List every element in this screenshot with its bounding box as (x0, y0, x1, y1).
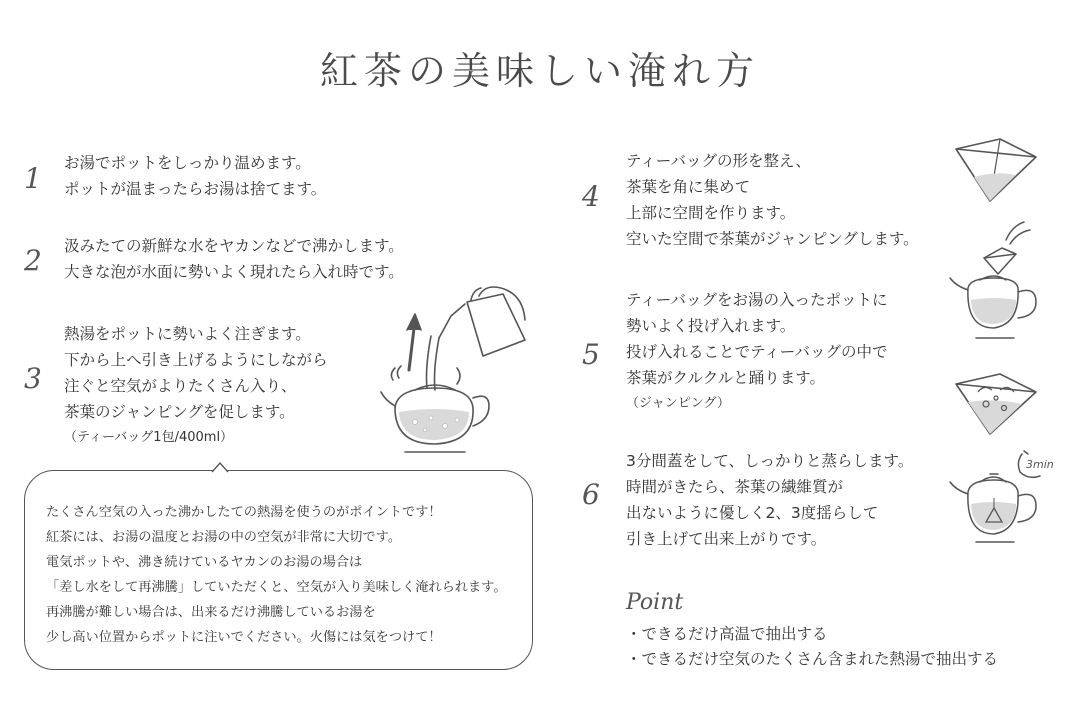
tip-line: 紅茶には、お湯の温度とお湯の中の空気が非常に大切です。 (46, 530, 402, 545)
tip-line: たくさん空気の入った沸かしたての熱湯を使うのがポイントです！ (46, 505, 442, 520)
step-5-line: 茶葉がクルクルと踊ります。 (626, 369, 826, 387)
step-3-line: 注ぐと空気がよりたくさん入り、 (64, 377, 297, 395)
step-4-text (626, 148, 919, 252)
step-4-line: 茶葉を角に集めて (626, 178, 751, 196)
kettle-pouring-illustration (375, 280, 535, 465)
step-2-line: 大きな泡が水面に勢いよく現れたら入れ時です。 (64, 263, 404, 281)
teabag-jumping-illustration (950, 368, 1040, 440)
step-3-line: 下から上へ引き上げるようにしながら (64, 351, 328, 369)
step-number-3: 3 (24, 362, 42, 395)
step-2-line: 汲みたての新鮮な水をヤカンなどで沸かします。 (64, 237, 404, 255)
step-6-line: 出ないように優しく2、3度揺らして (626, 504, 879, 522)
step-5-line: 勢いよく投げ入れます。 (626, 317, 796, 335)
teabag-pyramid-illustration (950, 135, 1040, 205)
step-number-4: 4 (582, 180, 600, 213)
timer-icon (1012, 446, 1058, 482)
point-list (626, 622, 998, 672)
tip-line: 再沸騰が難しい場合は、出来るだけ沸騰しているお湯を (46, 605, 376, 620)
point-heading: Point (626, 590, 684, 615)
step-3-text (64, 321, 328, 451)
step-5-line: ティーバッグをお湯の入ったポットに (626, 291, 888, 309)
step-5-note: （ジャンピング） (626, 396, 730, 411)
step-1-line: お湯でポットをしっかり温めます。 (64, 154, 311, 172)
step-2-text (64, 233, 404, 285)
step-1-text (64, 150, 326, 202)
teabag-drop-pot-illustration (944, 214, 1044, 346)
tip-line: 「差し水をして再沸騰」していただくと、空気が入り美味しく淹れられます。 (46, 580, 507, 595)
step-6-line: 時間がきたら、茶葉の繊維質が (626, 478, 844, 496)
step-number-2: 2 (24, 244, 42, 277)
step-4-line: ティーバッグの形を整え、 (626, 152, 811, 170)
step-number-6: 6 (582, 478, 600, 511)
step-3-line: 茶葉のジャンピングを促します。 (64, 403, 295, 421)
step-5-line: 投げ入れることでティーバッグの中で (626, 343, 888, 361)
step-number-5: 5 (582, 338, 600, 371)
point-item: ・できるだけ高温で抽出する (626, 625, 828, 643)
bubble-pointer (210, 461, 230, 473)
step-3-line: 熱湯をポットに勢いよく注ぎます。 (64, 325, 311, 343)
step-1-line: ポットが温まったらお湯は捨てます。 (64, 180, 327, 198)
step-6-line: 3分間蓋をして、しっかりと蒸らします。 (626, 452, 914, 470)
step-4-line: 空いた空間で茶葉がジャンピングします。 (626, 230, 919, 248)
step-3-note: （ティーバッグ1包/400ml） (64, 430, 234, 445)
tip-text (46, 500, 507, 650)
timer-label: 3min (1026, 458, 1054, 471)
step-5-text (626, 287, 888, 417)
step-number-1: 1 (24, 162, 42, 195)
page-title: 紅茶の美味しい淹れ方 (319, 49, 760, 93)
step-6-text (626, 448, 913, 552)
step-6-line: 引き上げて出来上がりです。 (626, 530, 827, 548)
step-4-line: 上部に空間を作ります。 (626, 204, 796, 222)
tip-line: 電気ポットや、沸き続けているヤカンのお湯の場合は (46, 555, 363, 570)
point-item: ・できるだけ空気のたくさん含まれた熱湯で抽出する (626, 650, 999, 668)
tip-line: 少し高い位置からポットに注いでください。火傷には気をつけて！ (46, 630, 442, 645)
